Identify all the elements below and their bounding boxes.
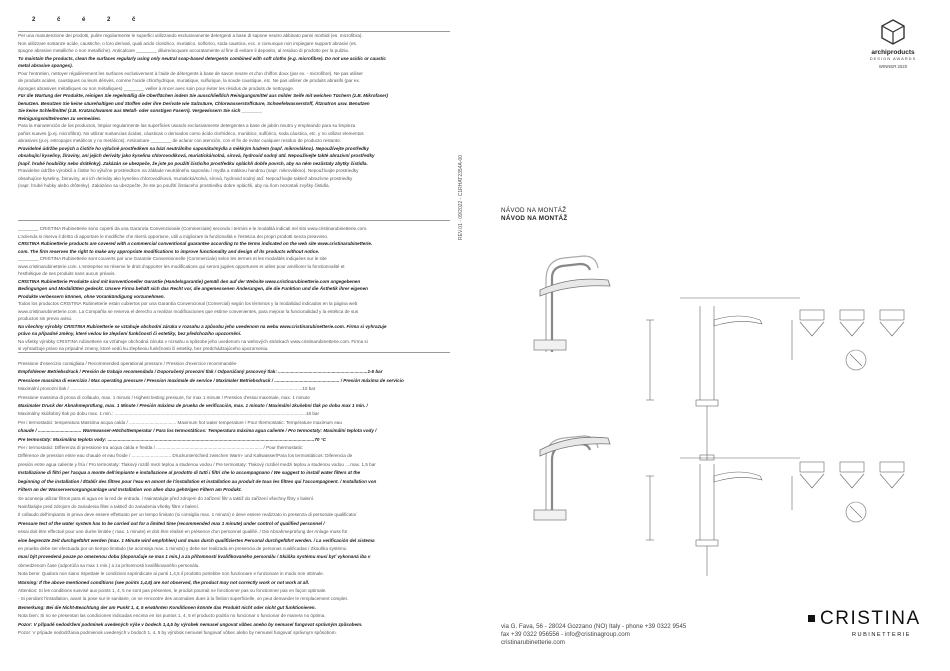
specs-line: eine begrenzte Zeit durchgeführt werden (max. 1 Minute wird empfohlen) und muss durch qualifiziertes Personal durchgeführt werden. / La verificación del sistema (18, 537, 375, 543)
maintenance-line: obsahujúce kyseliny, žieraviny, ani ich deriváty ako kyselina chlorovodíková, muriatická/solná, sírová, hydroxid sodný atď. Nepoužívajte taktiež abrazívne prostriedky (18, 175, 353, 181)
installation-title-line-bold: NÁVOD NA MONTÁŽ (501, 215, 568, 222)
contact-line: fax +39 0322 956556 - info@cristinagroup.com (501, 631, 630, 638)
dimension-drawing-bottom (646, 458, 800, 576)
installation-title (501, 207, 568, 223)
specs-line: Nota bene: Qualora non siano rispettate le condizioni soprindicate ai punti 1,4,5 il prodotto potrebbe non funzionare e funzionare in modo non ottimale. (18, 571, 324, 577)
maintenance-line: de produits acides, caustiques ou leurs dérivés, comme l'acide chlorhydrique, muriatique, sulfurique, la soude caustique, etc. Ne pas utiliser de produits abrasifs (par ex. (18, 78, 361, 83)
award-brand: archiproducts (871, 49, 915, 56)
maintenance-line: Para la manutención de los productos, limpiar regularmente las superficies usando exclusivamente detergentes a base de jabón neutro y empleando para su limpieza (18, 123, 356, 128)
warranty-line: Todos los productos CRISTINA Rubinetterie están cubiertos por una Garantía Convencional (Comercial) según los términos y la modalidad indicados en la página web (18, 301, 358, 306)
maintenance-line: spugne abrasive metalliche o non metalliche). Anticalcare ________ diluire/acquare accuratamente al fine di evitare il deposito, al residuo di prodotto per la pulizia. (18, 48, 349, 53)
specs-line: Nainštalujte pred zdrojom do zariadenia filter a taktiež do zariadenia všetky filtre v balení. (18, 503, 200, 509)
specs-line: Bemerkung: Bei die Nicht-Beachtung der am Punkt 1, 4, 5 erwähnten Konditionen könnte das Produkt nicht oder nicht gut funktionieren. (18, 604, 316, 610)
specs-line: Pozor: V prípade nedodržania podmienok uvedených v bodoch 1, 4, 5 by výrobok nemusel fungovať vôbec alebo by nemusel fungovať správnym spôsobom. (18, 630, 337, 635)
award-year: WINNER 2020 (878, 64, 908, 69)
maintenance-line: benutzen. Benutzen Sie keine säurehaltigen und Stoffen oder ihre Derivate wie Salzsäure, Chlorwasserstoffsäure, Schwefelwasserstoff, Ätznatron usw. Benutzen (18, 100, 370, 106)
warranty-line: CRISTINA Rubinetterie Produkte sind mit konventioneller Garantie (Handelsgarantie) gemäß den auf der Website www.cristinarubinetterie.com angegebenen (18, 278, 361, 284)
specs-line: - Si pendant l'installation, avant la pose sur le sanitaire, on ne rencontre des anomalies dues à la finition superficielle, on peut demander le remplacement complet. (18, 596, 349, 602)
specs-line: chaude / .................................. Warmwasser-Höchsttemperatur / Para los termostáticos: Temperatura máxima agua caliente / Pro termostaty: Maximální teplota vody / (18, 428, 377, 434)
faucet-tall-illustration (534, 256, 610, 352)
warranty-line: Produkte verbessern können, ohne Vorankündigung vorzunehmen. (18, 293, 165, 299)
warranty-line: l'esthétique de ses produits sans aucun préavis. (18, 271, 116, 276)
specs-line: Nota bien: Si no se presentan las condiciones indicadas encima en los puntos 1, 4, 5 el producto podría no funcionar o funcionar de manera no óptima. (18, 613, 326, 619)
warranty-line: právo na případné změny, které vedou ke zlepšení funkčnosti či estetiky, bez předchozího upozornění. (18, 331, 242, 336)
section-header: 2 č é 2 č (32, 17, 146, 23)
maintenance-line: Pour l'entretien, nettoyer régulièrement les surfaces exclusivement à l'aide de détergents à base de savon neutre et d'un chiffon doux (par ex. - microfibre). Ne pas utiliser (18, 70, 363, 76)
maintenance-line: Pravidelné údržbe pových a čistiťe ho výlučně prostředkem na bází neutrálního saponátu/mýdla a měkkým hadrem (např. mikrovlákno). Nepoužívejte prostředky (18, 145, 369, 151)
side-code (456, 40, 470, 240)
warranty-line: Bedingungen und Modalitäten gedeckt. Unsere Firma behält sich das Recht vor, die angemessenen Änderungen, die die Funktion und die Ästhetik ihrer eigenen (18, 286, 368, 291)
warranty-line: si vyhradzuje právo na prípadné zmeny, ktoré vedú ku zlepšeniu funkčnosti či estetiky, bez predchádzajúceho upozornenia. (18, 346, 269, 351)
maintenance-line: Sie keine Schleifmittel (z.B. Kratzschwamm aus Metall- oder sonstigen Fasern). Vergewissern Sie sich ________ (18, 108, 263, 113)
warranty-text (18, 225, 450, 351)
award-badge-icon (880, 18, 906, 48)
specs-line: Warning: If the above mentioned conditions (see points 1,4,5) are not observed, the product may not correctly work or not work at all. (18, 579, 310, 585)
address-line: via G. Fava, 56 - 28024 Gozzano (NO) Italy - phone +39 0322 9545 (501, 623, 687, 630)
specs-line: Pre termostaty: Maximálna teplota vody: ..................................................................................................................................................................70 °C (18, 436, 326, 442)
company-address (501, 623, 686, 647)
maintenance-line: Pravidelne údržbe výrobků a čistite ho výlučne prostriedkom na základe neutrálneho saponátu / mydla a mäkkou handrou (napr. mikrovlákno). Nepoužívajte prostriedky (18, 168, 359, 173)
maintenance-line: Non utilizzare sostanze acide, caustiche, o loro derivati, quali acido cloridrico, muriatico, solforico, soda caustica, ecc. e comunque non impiegare supporti abrasivi (es. (18, 40, 358, 46)
dimension-drawing-top (646, 298, 800, 460)
maintenance-line: éponges abrasives métalliques ou non métalliques) ________ veiller à rincer avec soin pour éviter les résidus de produits de nettoyage. (18, 85, 295, 91)
specs-line: Filtern an der Wasserversorgungsanlage und Installation von allen dazu gehörigen Filtern am Produkt. (18, 487, 242, 493)
specs-line: Se aconseja utilizar filtros para el agua en la red de entrada. / Nainstalujte před zdrojem do zařízení filtr a taktiž do zařízení všechny filtry v balení. (18, 495, 315, 501)
installation-title-line: NÁVOD NA MONTÁŽ (501, 207, 567, 214)
drain-details (800, 310, 904, 522)
warranty-line: com. The firm reserves the right to make any appropriate modifications to improve functionality and design of its products without notice. (18, 248, 320, 254)
specs-line: Maximaler Druck der Abnahmeprüfung, max. 1 Minute / Presión máxima de prueba de verificación, max. 1 minuto / Maximální zkušební tlak po dobu max 1 min. / (18, 403, 368, 409)
maintenance-line: Für die Wartung der Produkte, reinigen Sie regelmäßig die Oberflächen indem Sie ausschließlich Reinigungsmittel aus milder Seife mit weichen Tüchern (z.B. Mikrofaser) (18, 93, 389, 98)
specs-line: beginning of the installation / Établir des filtres pour l'eau en amont de l'installation et installation au produit de tous les filtres qui l'accompagnent. / Installation von (18, 478, 377, 484)
specs-line: Installazione di filtri per l'acqua a monte dell'impianto e installazione al prodotto di tutti i filtri che lo accompagnano / We suggest to install water filters at the (18, 470, 361, 476)
warranty-line: ________ CRISTINA Rubinetterie sono coperti da una Garanzia Convenzionale (Commerciale) secondo i termini e le modalità indicati nel sito www.cristinarubinetterie.com. (18, 226, 368, 231)
specs-line: Pozor: V případě nedodržení podmínek uvedených výše v bodech 1,4,5 by výrobek nemusel ungovat vůbec anebo by nemusel fungovat správným způsobem. (18, 621, 363, 627)
maintenance-line: obsahující kyseliny, žíraviny, ani jejich deriváty jako kyselina chlorovodíková, muriatická/solná, sírová, hydroxid sodný atd. Nepoužívejte takté abrazivní prostředky (18, 153, 375, 158)
left-text-column (18, 0, 450, 671)
specs-line: Per i termostatici: Differenza di pressione tra acqua calda e fredda / ................................................................................... / Pour thermostatic: (18, 445, 304, 451)
specs-line: presión entre agua caliente y fría / Pro termostaty: Tlakový rozdíl mezi teplou a studenou vodou / Pre termostaty: Tlakový rozdiel medzi teplou a studenou vodou ....max. 1,5 bar (18, 461, 376, 467)
specs-line: essai doit être effectué pour une durée limitée ( max. 1 minute) et doit être réalisé en présence d'un personnel qualifié. / Die Abnahmeprüfung der Anlage muss für (18, 529, 348, 535)
maintenance-line: Reinigungsmittelresten zu vermeiden. (18, 115, 101, 121)
faucet-short-illustration (534, 436, 610, 520)
warranty-line: www.cristinarubinetterie.com. L'entreprise se réserve le droit d'apporter les modifications qui seront jugées opportunes et utiles pour améliorer la fonctionnalité et (18, 263, 345, 269)
maintenance-line: To maintain the products, clean the surfaces regularly using only neutral soap-based detergents combined with soft cloths (e.g. microfibre). Do not use acidic or caustic (18, 55, 386, 61)
warranty-line: productos sin previo aviso. (18, 316, 73, 321)
specs-line: Per i termostatici: temperatura Massima acqua calda / ..................................... Maximum hot water temperature / Pour thermostatic: Température maximum eau (18, 419, 342, 425)
maintenance-line: abrasivos (p.ej. estropajos metálicos y no metálicos). Anticalcare ________ de aclarar con atención, con el fin de evitar cualquier residuo de producto restante. (18, 138, 342, 143)
logo-subtitle: RUBINETTERIE (852, 632, 912, 638)
specs-line: Pressure test of the water system has to be carried out for a limited time (recommended max 1 minute) under control of qualified personnel / (18, 520, 325, 526)
logo-name: CRISTINA (820, 608, 921, 629)
award-line: DESIGN AWARDS (869, 56, 917, 61)
maintenance-text (18, 32, 450, 202)
warranty-line: CRISTINA Rubinetterie products are covered with a commercial conventional guarantee according to the terms indicated on the web site www.cristinarubinetterie. (18, 241, 373, 246)
maintenance-line: (napr. hrubé hubky alebo drôtenky). Zakázáno sa ubezpečte, že ste po použití čistiaceho prostriedku dobre opláchli, aby na ňom nezostali zvyšky čistidla. (18, 183, 330, 188)
maintenance-line: paños suaves (p.ej. microfibra). No utilizar sustancias ácidas, cáusticas o derivados como ácido clorhídrico, muriático, sulfúrico, soda cáustica, etc. y no utilizar elementos (18, 130, 364, 136)
divider (18, 220, 450, 221)
warranty-line: L'azienda si riserva il diritto di apportare le modifiche che riterrà opportune, utili a migliorare la funzionalità e l'estetica dei propri prodotti senza preavviso. (18, 233, 329, 239)
warranty-line: Na všetky výrobky CRISTINA rubinetterie sa vzťahuje obchodná záruka v rozsahu a spôsobe jeho uvedenom na webových stránkach www.cristinarubinetterie.com. Firma si (18, 338, 368, 344)
cristina-logo (808, 608, 943, 648)
specs-line: Maximálny skúšobný tlak po dobu max. 1 min.: ......................................................................................................................................................16 bar (18, 411, 319, 417)
specs-line: Différence de pression entre eau chaude et eau froide / ............................... Druckunterschied zwischen Warm- und Kaltwasser/Para los termostáticos: Diferencia de (18, 453, 353, 459)
warranty-line: ________ CRISTINA Rubinetterie sont couverts par une Garantie Conventionnelle (Commerciale) selon les termes et les modalités indiquées sur le site (18, 256, 327, 261)
technical-drawing (500, 250, 940, 580)
specs-line: Attention: Si les conditions susvisé aux points 1, 4, 5 ne sont pas présentes, le produit pourrait ne fonctionner pas ou fonctionner pas en façon optimale. (18, 587, 327, 593)
side-code-text: REV.01 - 09/2022 - C1RHAT2354A-00 (458, 154, 464, 240)
specs-line: Pressione massima di prova di collaudo, max. 1 minuto / Highest testing pressure, for max 1 minute / Pression d'essai maximale, max. 1 minute (18, 394, 310, 400)
specs-line: Il collaudo dell'impianto in prova deve essere effettuato per un tempo limitato (si consiglia max. 1 minuto) e deve essere realizzato in presenza di personale qualificato/ (18, 512, 357, 518)
design-award (848, 18, 938, 108)
specs-line: musí být provedená pouze po omezenou dobu (doporučuje se max 1 min.) a za přítomnosti kvalifikovaného personálu / Skúška systému musí byť vykonaná iba v (18, 554, 371, 560)
maintenance-line: (např. hrubé houbičky nebo drátěnky). Zakázán se ubezpeče, že jste po použití čisticího prostředku opláchli dobře povrch, aby na něm nezůstaly zbytky čistidla. (18, 160, 368, 166)
website-link[interactable]: cristinarubinetterie.com (501, 639, 565, 646)
maintenance-line: Per una manutenzione dei prodotti, pulire regolarmente le superfici utilizzando esclusivamente detergenti a base di sapone neutro abbinato panni morbidi (es. microfibra). (18, 33, 363, 38)
warranty-line: www.cristinarubinetterie.com. La Compañía se reserva el derecho a realizar modificaciones que estime convenientes, para mejorar la funcionalidad y la estética de sus (18, 308, 359, 314)
divider (18, 352, 450, 353)
specs-line: Maximální provozní tlak / ......................................................................................................................................................................................10 bar (18, 386, 316, 392)
warranty-line: Na všechny výrobky CRISTINA Rubinetterie se vztahuje obchodní záruka v rozsahu a způsobu jeho uvedenom na webu www.cristinarubinetterie.com. Firma si vyhrazuje (18, 323, 387, 329)
specifications-text (18, 360, 450, 658)
specs-line: Pressione massima di esercizio / Max operating pressure / Pression maximale de service / Maximaler Betriebsdruck / ................................................... / Presión máxima de servicio (18, 377, 404, 383)
specs-line: obmedzenom čase (odporúča sa max 1 min.) a za prítomnosti kvalifikovaného personálu. (18, 562, 200, 568)
logo-square-icon (808, 615, 815, 622)
specs-line: en prueba debe ser efectuada por un tiempo limitado (se aconseja max. 1 minuto) y debe ser realizada en presencia de personas cualificadas / Zkouška systému (18, 545, 347, 551)
specs-line: Empfohlener Betriebsdruck / Presión de trabajo recomendada / Doporučený provozní tlak / Odporúčaný pracovný tlak: ......................................................................1-5 bar (18, 369, 383, 375)
maintenance-line: metal abrasive sponges). (18, 63, 73, 68)
specs-line: Pressione d'esercizio consigliata / Recommended operational pressure / Pression d'exercice recommandée (18, 361, 237, 366)
